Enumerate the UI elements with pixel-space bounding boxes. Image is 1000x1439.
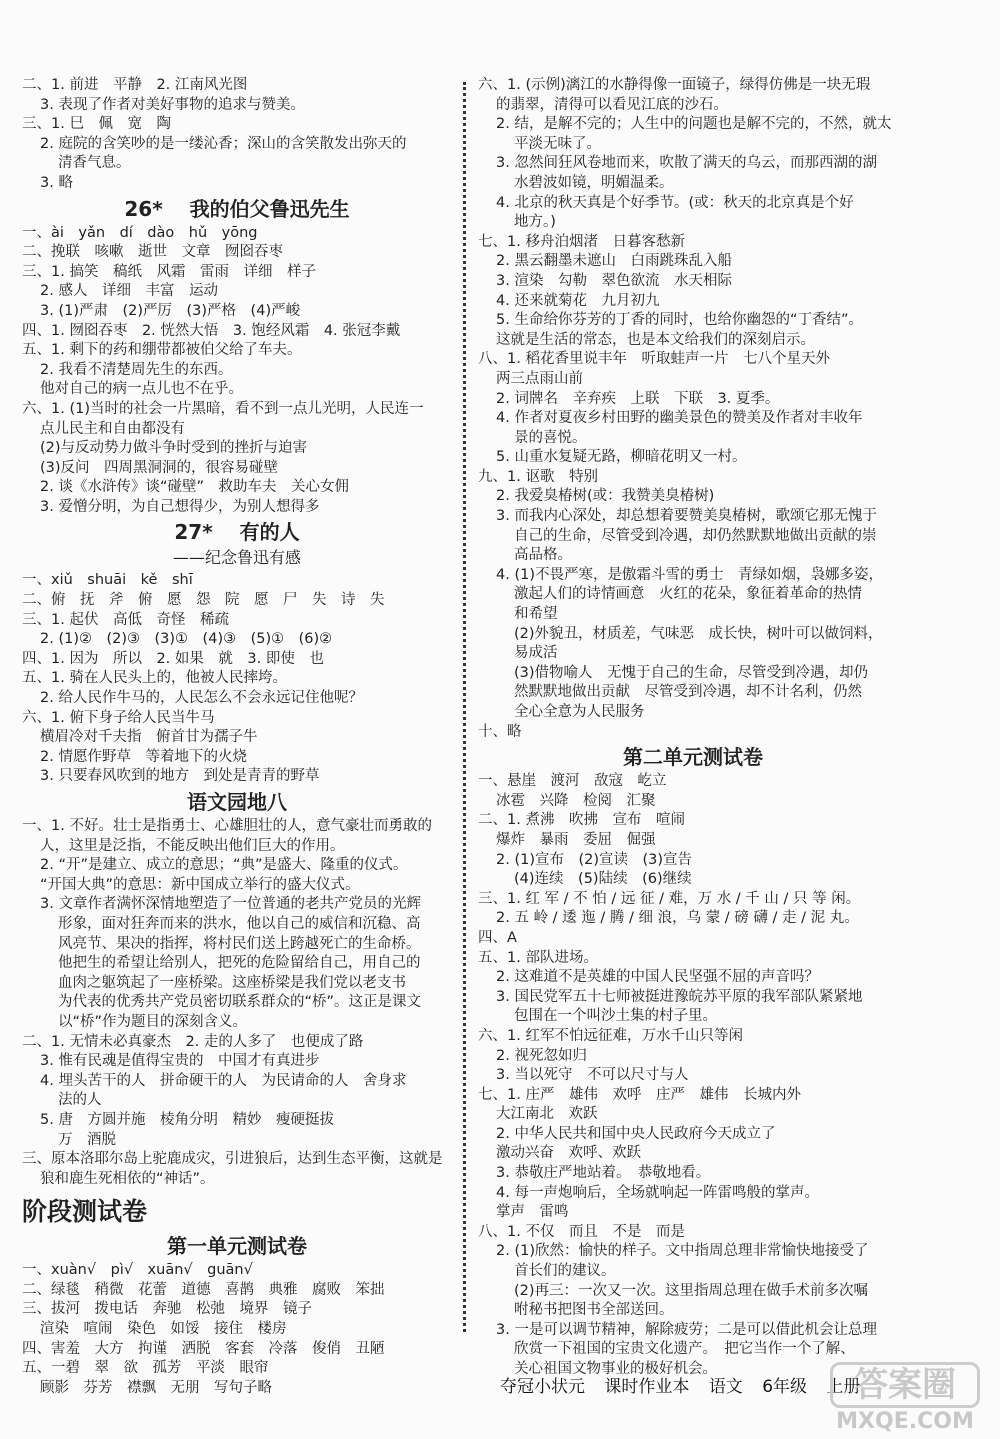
left-heading: 第一单元测试卷 xyxy=(167,1234,307,1259)
left-line: 四、害羞 大方 拘谨 洒脱 客套 冷落 俊俏 丑陋 xyxy=(22,1340,385,1357)
footer-brand: 夺冠小状元 xyxy=(500,1377,585,1397)
left-heading: 27* 有的人 xyxy=(174,520,300,545)
right-line: 九、1. 讴歌 特别 xyxy=(478,468,598,485)
right-line: 大江南北 欢跃 xyxy=(496,1106,598,1123)
right-line: 激起人们的诗情画意 火红的花朵，象征着革命的热情 xyxy=(514,586,862,603)
right-line: 七、1. 庄严 雄伟 欢呼 庄严 雄伟 长城内外 xyxy=(478,1086,801,1103)
right-line: 首长们的建议。 xyxy=(514,1263,616,1280)
left-line: 3. 文章作者满怀深情地塑造了一位普通的老共产党员的光辉 xyxy=(40,896,421,913)
left-line: 2. “开”是建立、成立的意思；“典”是盛大、隆重的仪式。 xyxy=(40,857,408,874)
left-line: 血肉之躯筑起了一座桥梁。这座桥梁是我们党以老支书 xyxy=(58,974,406,991)
left-line: 3. 只要春风吹到的地方 到处是青青的野草 xyxy=(40,768,320,785)
left-line: 他对自己的病一点儿也不在乎。 xyxy=(40,381,243,398)
right-line: 地方。) xyxy=(514,214,556,231)
left-line: 六、1. (1)当时的社会一片黑暗，看不到一点儿光明，人民连一 xyxy=(22,400,424,417)
right-line: 5. 生命给你芬芳的丁香的同时，也给你幽怨的“丁香结”。 xyxy=(496,312,863,329)
right-line: 4. 作者对夏夜乡村田野的幽美景色的赞美及作者对丰收年 xyxy=(496,410,863,427)
left-line: 六、1. 俯下身子给人民当牛马 xyxy=(22,709,215,726)
left-line: 三、拔河 拨电话 奔驰 松弛 境界 镜子 xyxy=(22,1301,312,1318)
right-line: 2. 视死忽如归 xyxy=(496,1047,587,1064)
left-line: 三、1. 巳 佩 宽 陶 xyxy=(22,116,171,133)
left-line: 四、1. 囫囵吞枣 2. 恍然大悟 3. 饱经风霜 4. 张冠李戴 xyxy=(22,322,401,339)
left-line: (3)反问 四周黑洞洞的，很容易碰壁 xyxy=(40,459,279,476)
right-line: 包围在一个叫沙土集的村子里。 xyxy=(514,1008,717,1025)
right-line: 欣赏一下祖国的宝贵文化遗产。 把它当作一个了解、 xyxy=(514,1341,855,1358)
right-line: 八、1. 不仅 而且 不是 而是 xyxy=(478,1223,685,1240)
right-line: 平淡无味了。 xyxy=(514,135,601,152)
left-line: 二、1. 无情未必真豪杰 2. 走的人多了 也便成了路 xyxy=(22,1033,364,1050)
left-heading: 阶段测试卷 xyxy=(22,1197,148,1227)
left-line: 五、1. 骑在人民头上的，他被人民摔垮。 xyxy=(22,670,287,687)
right-line: 咐秘书把图书全部送回。 xyxy=(514,1302,674,1319)
left-heading: 语文园地八 xyxy=(187,790,287,814)
left-line: 顾影 芬芳 襟飘 无朋 写句子略 xyxy=(40,1379,272,1396)
left-line: 万 酒脱 xyxy=(58,1131,116,1148)
left-line: 二、1. 前进 平静 2. 江南风光图 xyxy=(22,77,248,93)
right-line: 景的喜悦。 xyxy=(514,429,587,446)
right-line: 冰雹 兴降 检阅 汇聚 xyxy=(496,792,656,809)
right-line: 易成活 xyxy=(514,645,558,662)
right-line: (2)再三：一次又一次。这里指周总理在做手术前多次嘱 xyxy=(514,1282,869,1299)
right-line: 和希望 xyxy=(514,606,558,623)
right-line: 水碧波如镜，明媚温柔。 xyxy=(514,174,674,191)
right-line: 2. 词牌名 辛弃疾 上联 下联 3. 夏季。 xyxy=(496,390,780,407)
right-line: 两三点雨山前 xyxy=(496,370,583,387)
right-line: 2. 这难道不是英雄的中国人民坚强不屈的声音吗？ xyxy=(496,969,819,986)
left-line: 风亮节、果决的指挥，将村民们送上跨越死亡的生命桥。 xyxy=(58,935,421,952)
left-line: 5. 唐 方圆并施 棱角分明 精妙 瘦硬挺拔 xyxy=(40,1111,334,1128)
footer-grade: 6年级 xyxy=(762,1377,808,1397)
left-heading: 26* 我的伯父鲁迅先生 xyxy=(124,196,350,221)
right-line: 激动兴奋 欢呼、欢跃 xyxy=(496,1145,641,1162)
right-line: 4. 还来就菊花 九月初九 xyxy=(496,292,660,309)
left-line: 为代表的优秀共产党员密切联系群众的“桥”。这正是课文 xyxy=(58,994,422,1011)
left-line: 二、绿毯 稍微 花蕾 道德 喜鹊 典雅 腐败 笨拙 xyxy=(22,1281,385,1298)
left-line: 五、一碧 翠 欲 孤芳 平淡 眼帘 xyxy=(22,1360,269,1377)
right-line: 3. 国民党军五十七师被挺进豫皖苏平原的我军部队紧紧地 xyxy=(496,988,863,1005)
left-line: 三、原本洛耶尔岛上驼鹿成灾，引进狼后，达到生态平衡，这就是 xyxy=(22,1151,443,1168)
right-line: 四、A xyxy=(478,929,517,946)
right-line: 这就是生活的常态，也是本文给我们的深刻启示。 xyxy=(496,331,815,348)
left-line: 3. 略 xyxy=(40,174,73,191)
watermark-top: 答案圈 xyxy=(830,1362,980,1408)
right-line: (4)连续 (5)陆续 (6)继续 xyxy=(514,871,692,888)
right-line: 全心全意为人民服务 xyxy=(514,704,645,720)
right-line: 4. (1)不畏严寒，是傲霜斗雪的勇士 青绿如烟，袅娜多姿， xyxy=(496,566,883,583)
left-heading: ——纪念鲁迅有感 xyxy=(172,548,301,568)
left-line: 狼和鹿生死相依的“神话”。 xyxy=(40,1170,215,1187)
left-line: 2. 我看不清楚周先生的东西。 xyxy=(40,361,233,378)
right-line: 六、1. 红军不怕远征难，万水千山只等闲 xyxy=(478,1027,743,1044)
left-line: 他把生的希望让给别人，把死的危险留给自己，用自己的 xyxy=(58,955,421,972)
right-line: 掌声 雷鸣 xyxy=(496,1204,569,1221)
right-line: 一、悬崖 渡河 敌寇 屹立 xyxy=(478,773,667,790)
left-line: 三、1. 起伏 高低 奇怪 稀疏 xyxy=(22,611,229,628)
left-line: 形象，面对狂奔而来的洪水，他以自己的威信和沉稳、高 xyxy=(58,915,421,932)
right-line: 3. 当以死守 不可以尺寸与人 xyxy=(496,1067,689,1084)
left-line: (2)与反动势力做斗争时受到的挫折与迫害 xyxy=(40,440,308,457)
left-line: 四、1. 因为 所以 2. 如果 就 3. 即使 也 xyxy=(22,650,324,667)
right-line: 爆炸 暴雨 委屈 倔强 xyxy=(496,831,656,848)
left-line: 法的人 xyxy=(58,1092,102,1109)
right-line: 2. 中华人民共和国中央人民政府今天成立了 xyxy=(496,1125,776,1142)
left-column xyxy=(22,76,452,1398)
left-line: 一、ài yǎn dí dào hǔ yōng xyxy=(22,224,258,241)
right-line: 3. 而我内心深处，却总想着要赞美臭椿树，歌颂它那无愧于 xyxy=(496,508,877,525)
left-line: 人，这里是泛指，不能反映出他们巨大的作用。 xyxy=(40,837,345,854)
left-line: 二、俯 抚 斧 俯 愿 怨 院 愿 尸 失 诗 失 xyxy=(22,592,385,609)
left-line: 清香气息。 xyxy=(58,155,131,172)
left-line: 以“桥”作为题目的深刻含义。 xyxy=(58,1013,248,1030)
left-line: 二、挽联 咳嗽 逝世 文章 囫囵吞枣 xyxy=(22,244,283,261)
right-line: 自己的生命，尽管受到冷遇，却仍然默默地做出贡献的崇 xyxy=(514,527,877,544)
right-line: 3. 忽然间狂风卷地而来，吹散了满天的乌云，而那西湖的湖 xyxy=(496,155,877,172)
left-line: 3. 表现了作者对美好事物的追求与赞美。 xyxy=(40,96,305,113)
right-line: 2. 我爱臭椿树(或：我赞美臭椿树) xyxy=(496,488,715,505)
right-line: 3. 渲染 勾勒 翠色欲流 水天相际 xyxy=(496,272,732,289)
left-line: 三、1. 搞笑 稿纸 风霜 雷雨 详细 样子 xyxy=(22,263,316,280)
right-line: 八、1. 稻花香里说丰年 听取蛙声一片 七八个星天外 xyxy=(478,351,830,368)
left-line: 一、xuàn√ pì√ xuān√ guān√ xyxy=(22,1262,253,1279)
left-line: “开国大典”的意思：新中国成立举行的盛大仪式。 xyxy=(40,876,360,893)
right-line: 5. 山重水复疑无路，柳暗花明又一村。 xyxy=(496,449,747,466)
footer xyxy=(500,1372,874,1397)
right-line: 2. (1)宣布 (2)宣读 (3)宣告 xyxy=(496,851,693,868)
right-line: 3. 一是可以调节精神，解除疲劳；二是可以借此机会让总理 xyxy=(496,1321,877,1338)
right-line: 五、1. 部队进场。 xyxy=(478,949,598,966)
right-line: 2. 五 岭 / 逶 迤 / 腾 / 细 浪，乌 蒙 / 磅 礴 / 走 / 泥 丸。 xyxy=(496,910,859,927)
left-line: 2. 给人民作牛马的，人民怎么不会永远记住他呢？ xyxy=(40,690,363,707)
left-line: 一、1. 不好。壮士是指勇士、心雄胆壮的人，意气豪壮而勇敢的 xyxy=(22,818,432,834)
watermark-bottom: MXQE.COM xyxy=(836,1409,974,1434)
right-line: 2. 黑云翻墨未遮山 白雨跳珠乱入船 xyxy=(496,253,732,270)
right-line: 2. 结，是解不完的；人生中的问题也是解不完的，不然，就太 xyxy=(496,116,892,133)
right-line: 4. 每一声炮响后，全场就响起一阵雷鸣般的掌声。 xyxy=(496,1184,819,1201)
right-heading: 第二单元测试卷 xyxy=(623,745,763,770)
left-line: 2. (1)② (2)③ (3)① (4)③ (5)① (6)② xyxy=(40,631,333,648)
right-line: 2. (1)欣然：愉快的样子。文中指周总理非常愉快地接受了 xyxy=(496,1243,869,1260)
footer-volume: 上册 xyxy=(826,1377,861,1397)
left-line: 一、xiǔ shuāi kě shī xyxy=(22,572,193,589)
right-line: 然默默地做出贡献 尽管受到冷遇，却不计名利，仍然 xyxy=(514,684,862,701)
left-line: 2. 感人 详细 丰富 运动 xyxy=(40,283,218,300)
footer-subject: 语文 xyxy=(708,1377,743,1397)
right-line: 二、1. 煮沸 吹拂 宣布 喧闹 xyxy=(478,812,685,829)
left-line: 2. 情愿作野草 等着地下的火烧 xyxy=(40,748,247,765)
right-line: 三、1. 红 军 / 不 怕 / 远 征 / 难，万 水 / 千 山 / 只 等 闲。 xyxy=(478,890,861,907)
left-line: 3. 惟有民魂是值得宝贵的 中国才有真进步 xyxy=(40,1053,320,1070)
right-line: 4. 北京的秋天真是个好季节。(或：秋天的北京真是个好 xyxy=(496,194,854,211)
watermark-logo xyxy=(830,1362,980,1434)
right-line: (3)借物喻人 无愧于自己的生命，尽管受到冷遇，却仍 xyxy=(514,664,869,681)
right-line: 十、略 xyxy=(478,723,522,740)
right-line: 七、1. 移舟泊烟渚 日暮客愁新 xyxy=(478,233,685,250)
left-line: 2. 谈《水浒传》谈“碰壁” 救助车夫 关心女佣 xyxy=(40,479,349,496)
left-line: 3. 爱憎分明，为自己想得少，为别人想得多 xyxy=(40,498,320,515)
left-line: 五、1. 剩下的药和绷带都被伯父给了车夫。 xyxy=(22,342,302,359)
left-line: 3. (1)严肃 (2)严厉 (3)严格 (4)严峻 xyxy=(40,302,301,319)
left-line: 渲染 喧闹 染色 如馁 接住 楼房 xyxy=(40,1321,287,1338)
footer-book: 课时作业本 xyxy=(604,1377,690,1397)
right-line: 关心祖国文物事业的极好机会。 xyxy=(514,1361,717,1377)
right-line: 的翡翠，清得可以看见江底的沙石。 xyxy=(496,96,728,113)
left-line: 2. 庭院的含笑吵的是一缕沁香；深山的含笑散发出弥天的 xyxy=(40,135,407,152)
left-line: 横眉冷对千夫指 俯首甘为孺子牛 xyxy=(40,729,258,746)
left-line: 4. 埋头苦干的人 拼命硬干的人 为民请命的人 舍身求 xyxy=(40,1072,407,1089)
right-line: 六、1. (示例)漓江的水静得像一面镜子，绿得仿佛是一块无瑕 xyxy=(478,77,871,93)
right-line: 高品格。 xyxy=(514,547,572,564)
right-line: (2)外貌丑，材质差，气味恶 成长快，树叶可以做饲料， xyxy=(514,625,883,642)
left-line: 点儿民主和自由都没有 xyxy=(40,420,185,437)
column-divider xyxy=(463,82,466,1332)
right-column xyxy=(478,76,908,1380)
right-line: 3. 恭敬庄严地站着。 恭敬地看。 xyxy=(496,1165,711,1182)
